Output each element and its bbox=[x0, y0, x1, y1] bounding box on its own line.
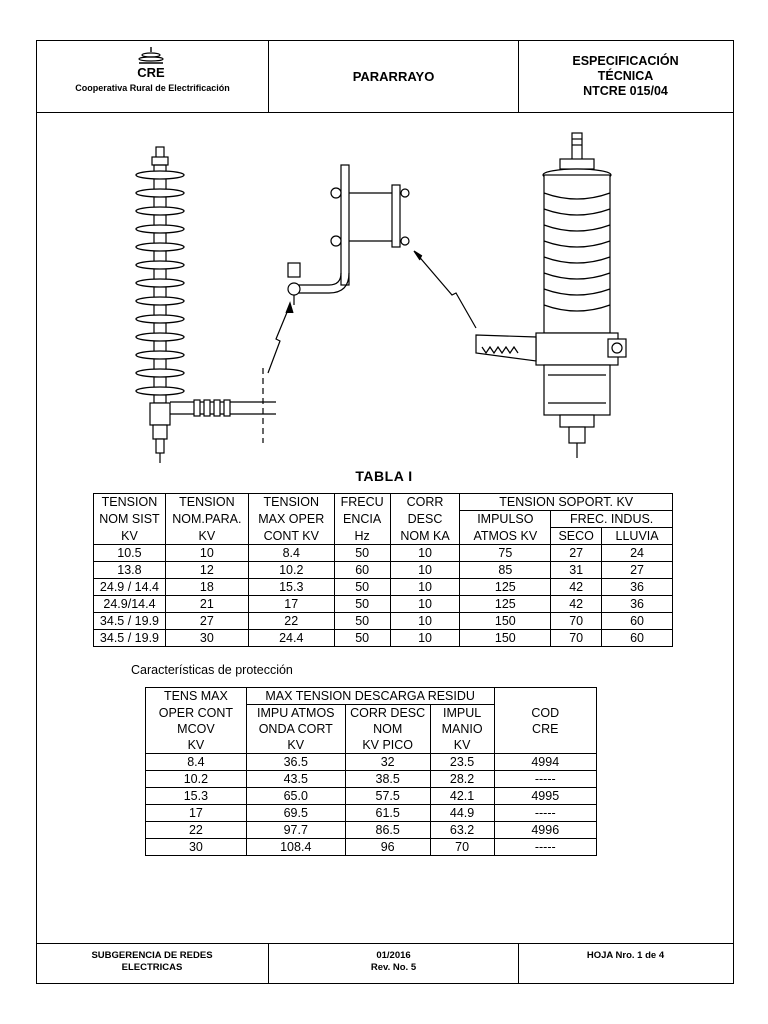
table-cell: 10.2 bbox=[248, 562, 334, 579]
column-header: COD bbox=[494, 705, 596, 722]
table-body bbox=[146, 754, 597, 856]
column-header: Hz bbox=[334, 528, 390, 545]
table-cell: 27 bbox=[602, 562, 673, 579]
column-header: OPER CONT bbox=[146, 705, 247, 722]
header-logo-cell bbox=[36, 40, 269, 112]
department-line-1: SUBGERENCIA DE REDES bbox=[91, 950, 213, 961]
table-row bbox=[94, 613, 673, 630]
column-header: MANIO bbox=[430, 721, 494, 737]
table-cell: 10.2 bbox=[146, 771, 247, 788]
table-cell: 50 bbox=[334, 613, 390, 630]
column-header: KV bbox=[165, 528, 248, 545]
table-cell: 42.1 bbox=[430, 788, 494, 805]
column-header: NOM bbox=[345, 721, 430, 737]
table-cell: 50 bbox=[334, 545, 390, 562]
column-header: IMPUL bbox=[430, 705, 494, 722]
table-cell: 4995 bbox=[494, 788, 596, 805]
table-row bbox=[94, 545, 673, 562]
table-cell: 10 bbox=[390, 545, 460, 562]
table-cell: 63.2 bbox=[430, 822, 494, 839]
footer-department bbox=[36, 944, 269, 984]
table-row bbox=[94, 630, 673, 647]
table-cell: 42 bbox=[551, 596, 602, 613]
table-cell: 36 bbox=[602, 596, 673, 613]
table-row bbox=[94, 562, 673, 579]
column-header: CORR DESC bbox=[345, 705, 430, 722]
table-header-row bbox=[94, 511, 673, 528]
surge-arrester-drawings bbox=[36, 113, 734, 468]
column-header: KV bbox=[430, 737, 494, 754]
column-header: ENCIA bbox=[334, 511, 390, 528]
table-cell: 50 bbox=[334, 579, 390, 596]
arrester-ratings-table bbox=[93, 493, 673, 647]
column-header: KV bbox=[246, 737, 345, 754]
table-header-row bbox=[146, 688, 597, 705]
column-header: CRE bbox=[494, 721, 596, 737]
table-cell: 42 bbox=[551, 579, 602, 596]
department-line-2: ELECTRICAS bbox=[121, 962, 183, 973]
mounting-bracket-drawing bbox=[268, 165, 476, 373]
table-cell: 30 bbox=[146, 839, 247, 856]
table-cell: 150 bbox=[460, 630, 551, 647]
cre-logo bbox=[134, 46, 168, 80]
table-cell: 75 bbox=[460, 545, 551, 562]
table-cell: 61.5 bbox=[345, 805, 430, 822]
table-cell: 10 bbox=[390, 630, 460, 647]
table-cell: 30 bbox=[165, 630, 248, 647]
table-cell: 8.4 bbox=[248, 545, 334, 562]
table-cell: 22 bbox=[146, 822, 247, 839]
table-cell: 21 bbox=[165, 596, 248, 613]
table-cell: 108.4 bbox=[246, 839, 345, 856]
column-header: KV bbox=[146, 737, 247, 754]
table-header-row bbox=[94, 528, 673, 545]
table-cell: ----- bbox=[494, 771, 596, 788]
column-group-header: FREC. INDUS. bbox=[551, 511, 673, 528]
table-cell: 69.5 bbox=[246, 805, 345, 822]
table-cell: 36.5 bbox=[246, 754, 345, 771]
table-cell: 60 bbox=[334, 562, 390, 579]
column-header: FRECU bbox=[334, 494, 390, 511]
document-date: 01/2016 bbox=[376, 950, 411, 961]
column-header: TENSION bbox=[248, 494, 334, 511]
column-header: CONT KV bbox=[248, 528, 334, 545]
table-cell: 17 bbox=[146, 805, 247, 822]
table-cell: 4994 bbox=[494, 754, 596, 771]
column-header: CORR bbox=[390, 494, 460, 511]
column-header: NOM.PARA. bbox=[165, 511, 248, 528]
table-cell: 43.5 bbox=[246, 771, 345, 788]
column-header: TENSION bbox=[165, 494, 248, 511]
table-cell: 10 bbox=[390, 562, 460, 579]
page-number: HOJA Nro. 1 de 4 bbox=[586, 950, 665, 961]
table-cell: 96 bbox=[345, 839, 430, 856]
protection-characteristics-table bbox=[145, 687, 597, 856]
table-cell: 10 bbox=[390, 613, 460, 630]
table-header-row bbox=[146, 721, 597, 737]
table-cell: 34.5 / 19.9 bbox=[94, 630, 166, 647]
column-header: TENSION bbox=[94, 494, 166, 511]
table-cell: 24.9/14.4 bbox=[94, 596, 166, 613]
table-cell: 22 bbox=[248, 613, 334, 630]
arrester-polymer-drawing bbox=[476, 133, 626, 458]
svg-text:CRE: CRE bbox=[137, 65, 165, 80]
table-header-row bbox=[94, 494, 673, 511]
table-cell: 32 bbox=[345, 754, 430, 771]
table-cell: 125 bbox=[460, 596, 551, 613]
column-header: ATMOS KV bbox=[460, 528, 551, 545]
column-header: MCOV bbox=[146, 721, 247, 737]
column-header: SECO bbox=[551, 528, 602, 545]
column-header: ONDA CORT bbox=[246, 721, 345, 737]
arrester-porcelain-drawing bbox=[136, 147, 276, 463]
table-cell: 60 bbox=[602, 630, 673, 647]
column-header: KV bbox=[94, 528, 166, 545]
protection-caption: Características de protección bbox=[131, 663, 293, 677]
column-header: TENS MAX bbox=[146, 688, 247, 705]
spec-line-2: TÉCNICA bbox=[597, 68, 654, 83]
table-row bbox=[94, 579, 673, 596]
table-cell: 15.3 bbox=[248, 579, 334, 596]
table-row bbox=[146, 754, 597, 771]
table-header-row bbox=[146, 705, 597, 722]
table-cell: 50 bbox=[334, 596, 390, 613]
table-row bbox=[94, 596, 673, 613]
document-title: PARARRAYO bbox=[269, 40, 519, 112]
table-cell: ----- bbox=[494, 839, 596, 856]
table-cell: 4996 bbox=[494, 822, 596, 839]
column-header: KV PICO bbox=[345, 737, 430, 754]
column-header: DESC bbox=[390, 511, 460, 528]
table-cell: 13.8 bbox=[94, 562, 166, 579]
document-header bbox=[36, 40, 734, 113]
table-body bbox=[94, 545, 673, 647]
table-cell: 150 bbox=[460, 613, 551, 630]
column-group-header: TENSION SOPORT. KV bbox=[460, 494, 673, 511]
table-header-row bbox=[146, 737, 597, 754]
table-cell: 70 bbox=[430, 839, 494, 856]
table-cell: 12 bbox=[165, 562, 248, 579]
table-cell: 27 bbox=[165, 613, 248, 630]
table-cell: 17 bbox=[248, 596, 334, 613]
empty-header-cell bbox=[494, 737, 596, 754]
table-cell: 85 bbox=[460, 562, 551, 579]
empty-header-cell bbox=[494, 688, 596, 705]
table-cell: 70 bbox=[551, 613, 602, 630]
table-cell: 24 bbox=[602, 545, 673, 562]
table-cell: 15.3 bbox=[146, 788, 247, 805]
table-cell: 28.2 bbox=[430, 771, 494, 788]
spec-line-3: NTCRE 015/04 bbox=[583, 83, 668, 98]
table-cell: 125 bbox=[460, 579, 551, 596]
table-cell: 44.9 bbox=[430, 805, 494, 822]
table-1-title: TABLA I bbox=[355, 468, 413, 484]
table-cell: 24.9 / 14.4 bbox=[94, 579, 166, 596]
table-cell: 23.5 bbox=[430, 754, 494, 771]
column-header: NOM KA bbox=[390, 528, 460, 545]
table-cell: 57.5 bbox=[345, 788, 430, 805]
table-row bbox=[146, 771, 597, 788]
table-cell: 34.5 / 19.9 bbox=[94, 613, 166, 630]
column-header: LLUVIA bbox=[602, 528, 673, 545]
column-header: NOM SIST bbox=[94, 511, 166, 528]
table-cell: 10 bbox=[165, 545, 248, 562]
table-cell: 60 bbox=[602, 613, 673, 630]
table-cell: 31 bbox=[551, 562, 602, 579]
table-cell: ----- bbox=[494, 805, 596, 822]
table-cell: 27 bbox=[551, 545, 602, 562]
column-header: IMPU ATMOS bbox=[246, 705, 345, 722]
table-row bbox=[146, 822, 597, 839]
table-cell: 70 bbox=[551, 630, 602, 647]
table-cell: 10 bbox=[390, 579, 460, 596]
table-cell: 24.4 bbox=[248, 630, 334, 647]
column-header: IMPULSO bbox=[460, 511, 551, 528]
column-group-header: MAX TENSION DESCARGA RESIDU bbox=[246, 688, 494, 705]
revision-number: Rev. No. 5 bbox=[370, 962, 417, 973]
footer-revision bbox=[269, 944, 519, 984]
table-row bbox=[146, 788, 597, 805]
table-cell: 10.5 bbox=[94, 545, 166, 562]
table-row bbox=[146, 839, 597, 856]
table-cell: 10 bbox=[390, 596, 460, 613]
table-cell: 38.5 bbox=[345, 771, 430, 788]
table-row bbox=[146, 805, 597, 822]
document-footer bbox=[36, 943, 734, 984]
table-cell: 97.7 bbox=[246, 822, 345, 839]
spec-line-1: ESPECIFICACIÓN bbox=[572, 53, 679, 68]
table-cell: 50 bbox=[334, 630, 390, 647]
organization-name: Cooperativa Rural de Electrificación bbox=[75, 83, 230, 93]
table-cell: 65.0 bbox=[246, 788, 345, 805]
table-cell: 18 bbox=[165, 579, 248, 596]
table-cell: 36 bbox=[602, 579, 673, 596]
spec-code bbox=[519, 40, 732, 112]
table-cell: 86.5 bbox=[345, 822, 430, 839]
table-cell: 8.4 bbox=[146, 754, 247, 771]
column-header: MAX OPER bbox=[248, 511, 334, 528]
